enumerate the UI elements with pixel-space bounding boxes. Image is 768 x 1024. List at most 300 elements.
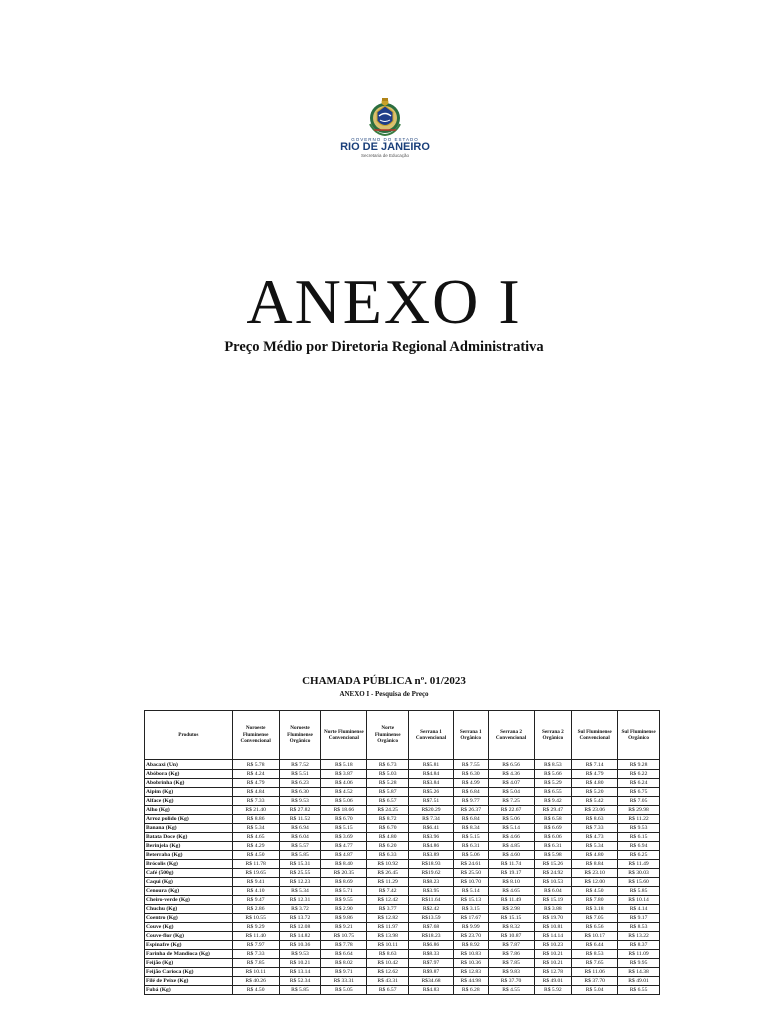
price-cell: R$ 17.67 (453, 914, 488, 923)
price-cell: R$ 6.23 (279, 779, 321, 788)
table-row (145, 869, 660, 878)
price-cell: R$ 10.70 (453, 878, 488, 887)
price-cell: R$ 44.98 (453, 977, 488, 986)
price-cell: R$ 8.53 (572, 950, 618, 959)
price-cell: R$ 9.28 (618, 760, 660, 770)
price-cell: R$ 12.08 (279, 923, 321, 932)
price-cell: R$ 10.17 (572, 932, 618, 941)
column-header: Serrana 1 Convencional (409, 711, 454, 760)
price-cell: R$ 2.98 (488, 905, 534, 914)
price-cell: R$ 6.44 (572, 941, 618, 950)
price-cell: R$ 8.37 (618, 941, 660, 950)
price-cell: R$ 5.42 (572, 797, 618, 806)
price-cell: R$ 6.75 (618, 788, 660, 797)
price-cell: R$ 12.82 (367, 914, 409, 923)
product-name-cell: Feijão Carioca (Kg) (145, 968, 233, 977)
price-cell: R$ 4.10 (232, 887, 279, 896)
product-name-cell: Abóbora (Kg) (145, 770, 233, 779)
price-cell: R$ 11.09 (618, 950, 660, 959)
price-cell: R$ 8.63 (572, 815, 618, 824)
price-cell: R$ 5.85 (618, 887, 660, 896)
price-cell: R$ 33.31 (321, 977, 367, 986)
price-cell: R$ 25.50 (453, 869, 488, 878)
table-row (145, 860, 660, 869)
column-header: Noroeste Fluminense Convencional (232, 711, 279, 760)
price-cell: R$ 4.14 (618, 905, 660, 914)
price-cell: R$ 4.36 (488, 770, 534, 779)
price-cell: R$ 9.42 (534, 797, 572, 806)
price-cell: R$ 6.84 (453, 815, 488, 824)
price-cell: R$ 11.78 (232, 860, 279, 869)
price-cell: R$ 6.15 (618, 833, 660, 842)
price-cell: R$ 15.13 (453, 896, 488, 905)
price-cell: R$ 7.33 (572, 824, 618, 833)
price-cell: R$ 8.72 (367, 815, 409, 824)
price-cell: R$ 10.75 (321, 932, 367, 941)
price-cell: R$ 5.92 (534, 986, 572, 995)
price-cell: R$ 13.98 (367, 932, 409, 941)
price-cell: R$ 6.30 (279, 788, 321, 797)
product-name-cell: Berinjela (Kg) (145, 842, 233, 851)
product-name-cell: Aipim (Kg) (145, 788, 233, 797)
price-cell: R$ 12.62 (367, 968, 409, 977)
price-cell: R$ 6.69 (534, 824, 572, 833)
price-cell: R$ 10.21 (534, 959, 572, 968)
price-cell: R$7.51 (409, 797, 454, 806)
price-cell: R$ 7.34 (409, 815, 454, 824)
price-cell: R$ 10.36 (279, 941, 321, 950)
page-title: ANEXO I (246, 266, 522, 337)
price-cell: R$ 49.01 (618, 977, 660, 986)
table-row (145, 968, 660, 977)
price-cell: R$ 14.82 (279, 932, 321, 941)
table-row (145, 788, 660, 797)
price-cell: R$ 8.34 (453, 824, 488, 833)
price-cell: R$ 5.03 (367, 770, 409, 779)
price-cell: R$ 12.23 (279, 878, 321, 887)
table-row (145, 959, 660, 968)
table-row (145, 842, 660, 851)
price-cell: R$ 4.87 (321, 851, 367, 860)
price-cell: R$ 23.06 (572, 806, 618, 815)
price-cell: R$ 9.53 (618, 824, 660, 833)
price-cell: R$ 15.19 (534, 896, 572, 905)
price-cell: R$5.26 (409, 788, 454, 797)
price-cell: R$ 26.37 (453, 806, 488, 815)
table-row (145, 797, 660, 806)
price-cell: R$ 5.14 (453, 887, 488, 896)
price-cell: R$ 10.21 (279, 959, 321, 968)
price-cell: R$5.81 (409, 760, 454, 770)
price-cell: R$ 4.77 (321, 842, 367, 851)
price-cell: R$ 6.94 (618, 842, 660, 851)
price-cell: R$8.33 (409, 950, 454, 959)
price-cell: R$ 9.71 (321, 968, 367, 977)
price-cell: R$ 7.52 (279, 760, 321, 770)
price-cell: R$7.68 (409, 923, 454, 932)
table-row (145, 905, 660, 914)
price-cell: R$2.42 (409, 905, 454, 914)
price-cell: R$ 13.14 (279, 968, 321, 977)
table-row (145, 760, 660, 770)
price-cell: R$ 8.84 (572, 860, 618, 869)
price-cell: R$ 10.23 (534, 941, 572, 950)
page-subtitle: Preço Médio por Diretoria Regional Administrativa (224, 339, 544, 355)
price-cell: R$ 10.21 (534, 950, 572, 959)
price-cell: R$3.84 (409, 779, 454, 788)
column-header: Serrana 2 Orgânico (534, 711, 572, 760)
price-cell: R$ 5.51 (279, 770, 321, 779)
price-cell: R$ 4.06 (321, 779, 367, 788)
price-cell: R$ 20.35 (321, 869, 367, 878)
price-cell: R$ 6.20 (367, 842, 409, 851)
price-cell: R$ 6.33 (367, 851, 409, 860)
price-cell: R$ 49.01 (534, 977, 572, 986)
table-header-row (145, 711, 660, 760)
product-name-cell: Arroz polido (Kg) (145, 815, 233, 824)
price-cell: R$ 8.02 (321, 959, 367, 968)
price-cell: R$ 26.45 (367, 869, 409, 878)
price-cell: R$ 8.40 (321, 860, 367, 869)
price-cell: R$ 4.60 (488, 851, 534, 860)
price-cell: R$ 6.73 (367, 760, 409, 770)
product-name-cell: Abacaxi (Un) (145, 760, 233, 770)
price-cell: R$ 9.53 (279, 950, 321, 959)
price-cell: R$18.93 (409, 860, 454, 869)
price-cell: R$ 5.15 (321, 824, 367, 833)
price-cell: R$ 9.86 (321, 914, 367, 923)
product-name-cell: Chuchu (Kg) (145, 905, 233, 914)
price-cell: R$ 30.03 (618, 869, 660, 878)
price-cell: R$ 14.14 (534, 932, 572, 941)
price-cell: R$ 5.34 (232, 824, 279, 833)
price-cell: R$ 13.22 (618, 932, 660, 941)
product-name-cell: Abobrinha (Kg) (145, 779, 233, 788)
table-row (145, 833, 660, 842)
table-title: CHAMADA PÚBLICA nº. 01/2023 (302, 675, 466, 687)
price-cell: R$ 12.31 (279, 896, 321, 905)
price-cell: R$4.83 (409, 986, 454, 995)
price-cell: R$ 9.47 (232, 896, 279, 905)
price-cell: R$ 9.29 (232, 923, 279, 932)
price-cell: R$ 11.06 (572, 968, 618, 977)
price-cell: R$ 4.79 (572, 770, 618, 779)
price-cell: R$ 6.04 (534, 887, 572, 896)
product-name-cell: Farinha de Mandioca (Kg) (145, 950, 233, 959)
price-cell: R$ 6.31 (453, 842, 488, 851)
price-cell: R$ 10.42 (367, 959, 409, 968)
price-cell: R$ 5.15 (453, 833, 488, 842)
product-name-cell: Fubá (Kg) (145, 986, 233, 995)
price-cell: R$4.86 (409, 842, 454, 851)
price-cell: R$ 5.85 (279, 851, 321, 860)
price-cell: R$ 6.22 (618, 770, 660, 779)
price-cell: R$ 18.66 (321, 806, 367, 815)
price-cell: R$ 5.87 (367, 788, 409, 797)
price-cell: R$ 11.40 (232, 932, 279, 941)
price-cell: R$ 52.34 (279, 977, 321, 986)
price-cell: R$ 3.88 (534, 905, 572, 914)
column-header: Serrana 1 Orgânico (453, 711, 488, 760)
logo-sub-text: Secretaria de Educação (360, 153, 410, 158)
price-cell: R$ 6.57 (367, 797, 409, 806)
price-cell: R$ 6.70 (367, 824, 409, 833)
product-name-cell: Cenoura (Kg) (145, 887, 233, 896)
price-cell: R$ 24.25 (367, 806, 409, 815)
price-cell: R$ 6.24 (618, 779, 660, 788)
price-cell: R$ 4.24 (232, 770, 279, 779)
table-row (145, 986, 660, 995)
logo-main-text: RIO DE JANEIRO (340, 141, 430, 153)
price-cell: R$ 3.15 (453, 905, 488, 914)
table-body (145, 760, 660, 995)
price-cell: R$ 4.80 (572, 851, 618, 860)
price-cell: R$ 5.05 (321, 986, 367, 995)
product-name-cell: Alho (Kg) (145, 806, 233, 815)
price-cell: R$ 4.73 (572, 833, 618, 842)
price-cell: R$ 4.50 (572, 887, 618, 896)
product-name-cell: Caqui (Kg) (145, 878, 233, 887)
price-cell: R$ 4.65 (488, 887, 534, 896)
price-cell: R$7.97 (409, 959, 454, 968)
price-cell: R$ 12.83 (453, 968, 488, 977)
price-cell: R$ 9.83 (488, 968, 534, 977)
price-cell: R$ 6.94 (279, 824, 321, 833)
price-cell: R$ 24.92 (534, 869, 572, 878)
price-cell: R$ 5.28 (367, 779, 409, 788)
price-cell: R$ 10.53 (534, 878, 572, 887)
price-cell: R$ 24.61 (453, 860, 488, 869)
price-cell: R$ 6.56 (572, 923, 618, 932)
price-cell: R$ 4.50 (232, 851, 279, 860)
table-row (145, 932, 660, 941)
price-cell: R$ 6.25 (618, 851, 660, 860)
price-cell: R$ 9.99 (453, 923, 488, 932)
price-cell: R$ 4.85 (488, 842, 534, 851)
product-name-cell: Banana (Kg) (145, 824, 233, 833)
price-cell: R$ 10.14 (618, 896, 660, 905)
price-cell: R$ 9.55 (321, 896, 367, 905)
column-header-products: Produtos (145, 711, 233, 760)
price-cell: R$ 3.18 (572, 905, 618, 914)
price-cell: R$ 9.95 (618, 959, 660, 968)
price-cell: R$ 4.50 (232, 986, 279, 995)
price-cell: R$ 2.86 (232, 905, 279, 914)
price-cell: R$ 7.42 (367, 887, 409, 896)
price-cell: R$ 7.65 (572, 959, 618, 968)
price-cell: R$3.89 (409, 851, 454, 860)
price-cell: R$ 5.85 (279, 986, 321, 995)
price-cell: R$ 6.56 (488, 760, 534, 770)
price-cell: R$ 10.87 (488, 932, 534, 941)
table-row (145, 887, 660, 896)
column-header: Noroeste Fluminense Orgânico (279, 711, 321, 760)
price-cell: R$ 12.00 (572, 878, 618, 887)
price-cell: R$ 6.64 (321, 950, 367, 959)
price-cell: R$ 9.53 (279, 797, 321, 806)
price-cell: R$ 40.26 (232, 977, 279, 986)
price-cell: R$ 8.63 (367, 950, 409, 959)
price-cell: R$4.84 (409, 770, 454, 779)
price-cell: R$ 7.25 (488, 797, 534, 806)
product-name-cell: Couve (Kg) (145, 923, 233, 932)
price-cell: R$ 7.14 (572, 760, 618, 770)
price-cell: R$ 6.04 (279, 833, 321, 842)
price-cell: R$ 5.06 (321, 797, 367, 806)
price-cell: R$ 13.72 (279, 914, 321, 923)
price-cell: R$ 11.49 (618, 860, 660, 869)
price-cell: R$ 5.98 (534, 851, 572, 860)
price-cell: R$ 7.33 (232, 797, 279, 806)
price-cell: R$ 7.85 (488, 959, 534, 968)
price-cell: R$6.86 (409, 941, 454, 950)
price-cell: R$ 19.17 (488, 869, 534, 878)
column-header: Sul Fluminense Convencional (572, 711, 618, 760)
column-header: Sul Fluminense Orgânico (618, 711, 660, 760)
price-cell: R$ 11.97 (367, 923, 409, 932)
price-cell: R$ 5.66 (534, 770, 572, 779)
price-cell: R$13.59 (409, 914, 454, 923)
price-cell: R$ 11.22 (618, 815, 660, 824)
price-cell: R$ 4.80 (367, 833, 409, 842)
price-cell: R$ 6.84 (453, 788, 488, 797)
price-cell: R$ 23.70 (453, 932, 488, 941)
price-cell: R$ 8.32 (488, 923, 534, 932)
price-cell: R$ 10.36 (453, 959, 488, 968)
price-cell: R$ 9.21 (321, 923, 367, 932)
price-table (144, 710, 660, 995)
price-cell: R$ 7.86 (488, 950, 534, 959)
table-row (145, 824, 660, 833)
price-cell: R$ 4.84 (232, 788, 279, 797)
price-cell: R$ 5.14 (488, 824, 534, 833)
price-cell: R$ 4.80 (572, 779, 618, 788)
price-cell: R$ 8.53 (618, 923, 660, 932)
price-cell: R$ 5.04 (488, 788, 534, 797)
price-cell: R$ 7.05 (572, 914, 618, 923)
price-cell: R$34.68 (409, 977, 454, 986)
price-cell: R$ 3.77 (367, 905, 409, 914)
column-header: Norte Fluminense Convencional (321, 711, 367, 760)
price-cell: R$ 8.86 (232, 815, 279, 824)
price-cell: R$ 43.31 (367, 977, 409, 986)
price-cell: R$ 5.06 (453, 851, 488, 860)
price-cell: R$ 5.04 (572, 986, 618, 995)
table-row (145, 815, 660, 824)
price-cell: R$ 37.70 (488, 977, 534, 986)
table-row (145, 770, 660, 779)
price-cell: R$ 22.67 (488, 806, 534, 815)
logo-small-text: GOVERNO DO ESTADO (351, 137, 419, 142)
table-row (145, 950, 660, 959)
price-cell: R$ 11.29 (367, 878, 409, 887)
price-cell: R$ 15.60 (618, 878, 660, 887)
price-cell: R$ 5.18 (321, 760, 367, 770)
price-cell: R$ 8.53 (534, 760, 572, 770)
table-row (145, 896, 660, 905)
price-cell: R$ 4.55 (488, 986, 534, 995)
price-cell: R$ 25.55 (279, 869, 321, 878)
price-cell: R$ 7.05 (618, 797, 660, 806)
price-cell: R$ 12.42 (367, 896, 409, 905)
price-cell: R$ 5.78 (232, 760, 279, 770)
column-header: Serrana 2 Convencional (488, 711, 534, 760)
table-row (145, 941, 660, 950)
table-row (145, 977, 660, 986)
product-name-cell: Coentro (Kg) (145, 914, 233, 923)
price-cell: R$ 7.97 (232, 941, 279, 950)
table-row (145, 914, 660, 923)
price-cell: R$ 4.52 (321, 788, 367, 797)
product-name-cell: Couve-flor (Kg) (145, 932, 233, 941)
table-row (145, 779, 660, 788)
price-cell: R$ 21.40 (232, 806, 279, 815)
price-cell: R$ 6.57 (367, 986, 409, 995)
price-cell: R$ 7.85 (232, 959, 279, 968)
price-cell: R$ 10.81 (534, 923, 572, 932)
table-row (145, 923, 660, 932)
price-cell: R$8.23 (409, 878, 454, 887)
price-cell: R$ 5.34 (279, 887, 321, 896)
price-cell: R$19.62 (409, 869, 454, 878)
price-cell: R$ 6.28 (453, 986, 488, 995)
price-cell: R$ 23.10 (572, 869, 618, 878)
price-cell: R$ 9.17 (618, 914, 660, 923)
price-cell: R$ 11.52 (279, 815, 321, 824)
price-cell: R$ 7.55 (453, 760, 488, 770)
price-cell: R$ 19.65 (232, 869, 279, 878)
price-cell: R$ 4.65 (232, 833, 279, 842)
price-cell: R$ 5.57 (279, 842, 321, 851)
price-cell: R$ 15.31 (279, 860, 321, 869)
product-name-cell: Batata Doce (Kg) (145, 833, 233, 842)
price-cell: R$ 3.87 (321, 770, 367, 779)
price-cell: R$ 19.70 (534, 914, 572, 923)
price-cell: R$ 6.30 (453, 770, 488, 779)
price-cell: R$ 4.79 (232, 779, 279, 788)
price-cell: R$ 7.78 (321, 941, 367, 950)
price-cell: R$ 12.78 (534, 968, 572, 977)
table-row (145, 851, 660, 860)
price-cell: R$ 8.92 (453, 941, 488, 950)
table-subtitle: ANEXO I - Pesquisa de Preço (339, 690, 429, 698)
rio-de-janeiro-logo (330, 94, 440, 170)
price-cell: R$ 11.74 (488, 860, 534, 869)
price-cell: R$ 29.98 (618, 806, 660, 815)
price-cell: R$ 5.06 (488, 815, 534, 824)
price-cell: R$9.87 (409, 968, 454, 977)
price-cell: R$3.95 (409, 887, 454, 896)
price-cell: R$ 6.58 (534, 815, 572, 824)
price-cell: R$ 6.31 (534, 842, 572, 851)
product-name-cell: Café (500g) (145, 869, 233, 878)
price-cell: R$ 6.55 (618, 986, 660, 995)
product-name-cell: Feijão (Kg) (145, 959, 233, 968)
price-cell: R$ 7.87 (488, 941, 534, 950)
price-cell: R$18.23 (409, 932, 454, 941)
price-cell: R$ 5.34 (572, 842, 618, 851)
product-name-cell: Espinafre (Kg) (145, 941, 233, 950)
price-cell: R$ 5.29 (534, 779, 572, 788)
price-cell: R$ 4.99 (453, 779, 488, 788)
price-cell: R$ 8.69 (321, 878, 367, 887)
price-cell: R$3.96 (409, 833, 454, 842)
price-cell: R$ 3.69 (321, 833, 367, 842)
price-cell: R$ 7.80 (572, 896, 618, 905)
price-cell: R$ 4.07 (488, 779, 534, 788)
price-cell: R$ 5.20 (572, 788, 618, 797)
price-cell: R$ 27.82 (279, 806, 321, 815)
